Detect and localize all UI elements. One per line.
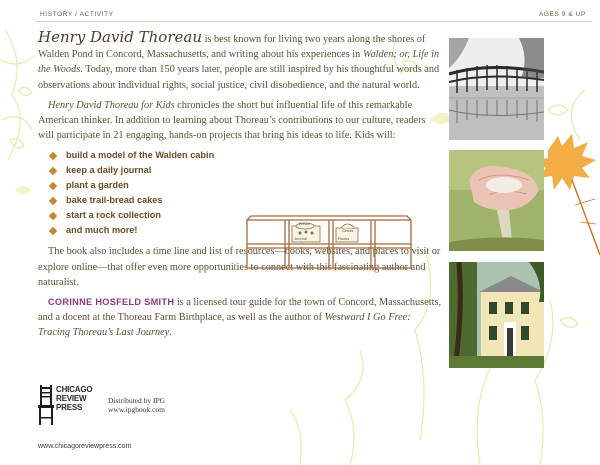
shelf-label-mid: Seeds (342, 228, 354, 233)
shelf-label-jar: Bread (299, 221, 310, 226)
author-book-title: Westward I Go Free: Tracing Thoreau’s Last Journey (38, 312, 411, 339)
list-item: plant a garden (50, 178, 442, 193)
diamond-bullet-icon (49, 182, 57, 190)
publisher-website: www.chicagoreviewpress.com (38, 443, 132, 450)
diamond-bullet-icon (49, 152, 57, 160)
diamond-bullet-icon (49, 212, 57, 220)
category-label: HISTORY / ACTIVITY (40, 11, 114, 18)
walden-book-title: Walden; or, Life in the Woods (38, 49, 440, 76)
list-item: keep a daily journal (50, 163, 442, 178)
book-title: Henry David Thoreau for Kids (48, 99, 175, 111)
list-item: bake trail-bread cakes (50, 193, 442, 208)
diamond-bullet-icon (49, 167, 57, 175)
resources-paragraph: The book also includes a time line and list of resources—books, websites, and places to visit or explore online—that offer even more opportunities to connect with this fascinating author and naturalist. (38, 246, 441, 288)
back-cover-copy (38, 30, 442, 346)
summary-paragraph: Henry David Thoreau for Kids chronicles the short but influential life of this remarkable American thinker. In addition to learning about Thoreau’s contributions to our culture, readers will participate in 21 engaging, hands-on projects that bring his ideas to life. Kids will: (38, 99, 426, 142)
distributor-info: Distributed by IPG www.ipgbook.com (108, 396, 166, 414)
bridge-photo (449, 38, 544, 140)
author-bio-paragraph: CORINNE HOSFELD SMITH is a licensed tour guide for the town of Concord, Massachusetts, and a docent at the Thoreau Farm Birthplace, as well as the author of Westward I Go Free: Tracing Thoreau’s Last Journey. (38, 297, 442, 339)
header-divider (36, 21, 592, 22)
bookshelf-illustration (245, 212, 413, 272)
hands-photo (449, 150, 544, 251)
age-range-label: AGES 9 & UP (538, 11, 586, 18)
diamond-bullet-icon (49, 197, 57, 205)
list-item: and much more! (50, 223, 442, 238)
diamond-bullet-icon (49, 227, 57, 235)
subject-name: Henry David Thoreau (38, 28, 202, 46)
shelf-label-left: Journal (294, 236, 308, 241)
list-item: start a rock collection (50, 208, 442, 223)
list-item: build a model of the Walden cabin (50, 148, 442, 163)
author-name: CORINNE HOSFELD SMITH (48, 297, 175, 308)
chair-logo-icon (38, 385, 54, 425)
intro-paragraph: Henry David Thoreau is best known for living two years along the shores of Walden Pond in Concord, Massachusetts, and writing about his experiences in Walden; or, Life in the Woods. Today, more than 150 years later, people are still inspired by his thoughtful words and observations about individual rights, social justice, civil disobedience, and the natural world. (38, 28, 440, 91)
house-photo (449, 262, 544, 368)
shelf-label-right: Rocks (338, 236, 350, 241)
publisher-logo-text: CHICAGO REVIEW PRESS (56, 385, 93, 412)
